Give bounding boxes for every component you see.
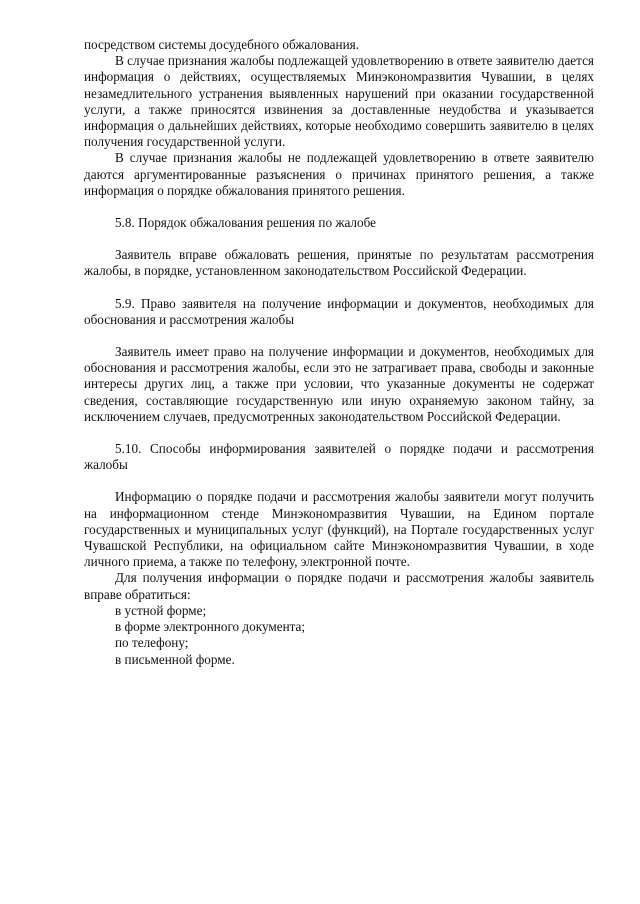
paragraph: Для получения информации о порядке подачи и рассмотрения жалобы заявитель вправе обратиться:: [84, 570, 594, 602]
list-item: в письменной форме.: [115, 651, 235, 667]
paragraph: Заявитель вправе обжаловать решения, принятые по результатам рассмотрения жалобы, в порядке, установленном законодательством Российской Федерации.: [84, 247, 594, 279]
paragraph: Заявитель имеет право на получение информации и документов, необходимых для обоснования и рассмотрения жалобы, если это не затрагивает права, свободы и законные интересы других лиц, а также при условии, что указанные документы не содержат сведения, составляющие государственную или иную охраняемую законом тайну, за исключением случаев, предусмотренных законодательством Российской Федерации.: [84, 344, 594, 424]
paragraph: посредством системы досудебного обжалования.: [84, 37, 360, 52]
section-heading-5-10: 5.10. Способы информирования заявителей о порядке подачи и рассмотрения жалобы: [84, 441, 594, 473]
section-heading-5-9: 5.9. Право заявителя на получение информации и документов, необходимых для обоснования и рассмотрения жалобы: [84, 295, 594, 327]
paragraph: В случае признания жалобы подлежащей удовлетворению в ответе заявителю дается информация о действиях, осуществляемых Минэкономразвития Чувашии, в целях незамедлительного устранения выявленных нарушений при оказании государственной услуги, а также приносятся извинения за доставленные неудобства и указывается информация о дальнейших действиях, которые необходимо совершить заявителю в целях получения государственной услуги.: [84, 53, 594, 150]
paragraph: Информацию о порядке подачи и рассмотрения жалобы заявители могут получить на информационном стенде Минэкономразвития Чувашии, на Едином портале государственных и муниципальных услуг (функций), на Портале государственных услуг Чувашской Республики, на официальном сайте Минэкономразвития Чувашии, в ходе личного приема, а также по телефону, электронной почте.: [84, 489, 594, 570]
spacer: [84, 280, 594, 296]
paragraph: В случае признания жалобы не подлежащей удовлетворению в ответе заявителю даются аргументированные разъяснения о причинах принятого решения, а также информация о порядке обжалования принятого решения.: [84, 150, 594, 198]
spacer: [84, 199, 594, 215]
section-heading-5-8: 5.8. Порядок обжалования решения по жалобе: [115, 215, 377, 231]
spacer: [84, 473, 594, 489]
list-item: по телефону;: [115, 635, 189, 651]
spacer: [84, 231, 594, 247]
spacer: [84, 328, 594, 344]
spacer: [84, 425, 594, 441]
list-item: в форме электронного документа;: [115, 619, 306, 635]
list-item: в устной форме;: [115, 602, 207, 618]
document-page: [84, 37, 594, 668]
